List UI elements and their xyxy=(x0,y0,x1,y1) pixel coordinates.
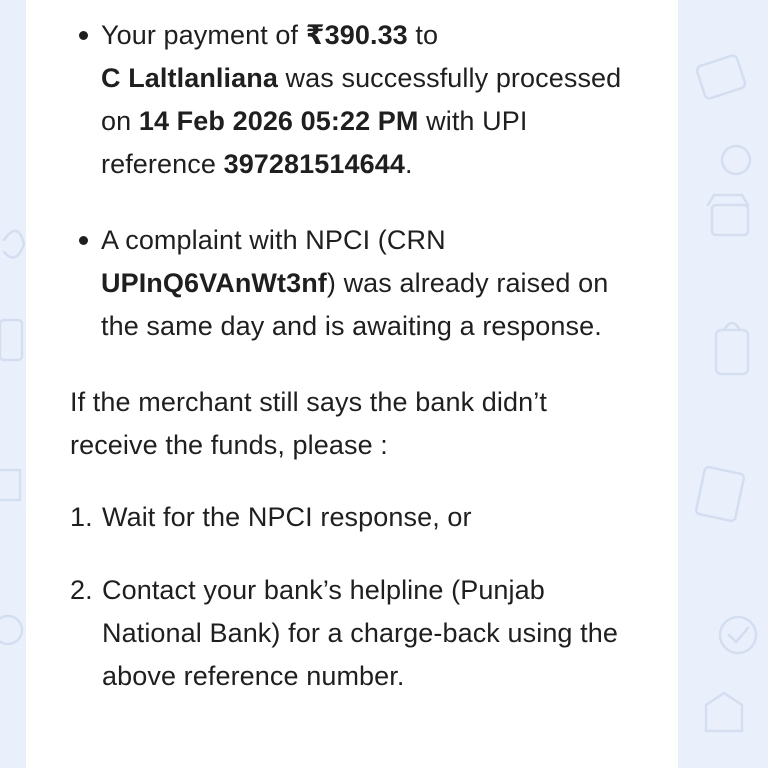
step-number: 1. xyxy=(70,502,93,532)
complaint-status-bullet: A complaint with NPCI (CRN UPInQ6VAnWt3nf) was already raised on the same day and is awaiting a response. xyxy=(70,219,638,348)
payee-name: C Laltlanliana xyxy=(101,63,278,93)
step-item xyxy=(70,569,638,698)
payment-amount: ₹390.33 xyxy=(305,20,408,50)
step-number: 2. xyxy=(70,575,93,605)
step-text: Contact your bank’s helpline (Punjab National Bank) for a charge-back using the above reference number. xyxy=(102,575,618,691)
instruction-paragraph: If the merchant still says the bank didn’t receive the funds, please : xyxy=(70,387,547,460)
complaint-crn: UPInQ6VAnWt3nf xyxy=(101,268,327,298)
upi-reference-number: 397281514644 xyxy=(223,149,405,179)
payment-status-bullet: Your payment of ₹390.33 to C Laltlanliana was successfully processed on 14 Feb 2026 05:22 PM with UPI reference 397281514644. xyxy=(70,14,638,186)
payment-datetime: 14 Feb 2026 05:22 PM xyxy=(138,106,419,136)
step-item xyxy=(70,496,638,539)
step-text: Wait for the NPCI response, or xyxy=(102,502,472,532)
next-steps-list xyxy=(70,496,638,698)
payment-details-list xyxy=(70,14,638,348)
chat-message-bubble xyxy=(26,0,678,768)
